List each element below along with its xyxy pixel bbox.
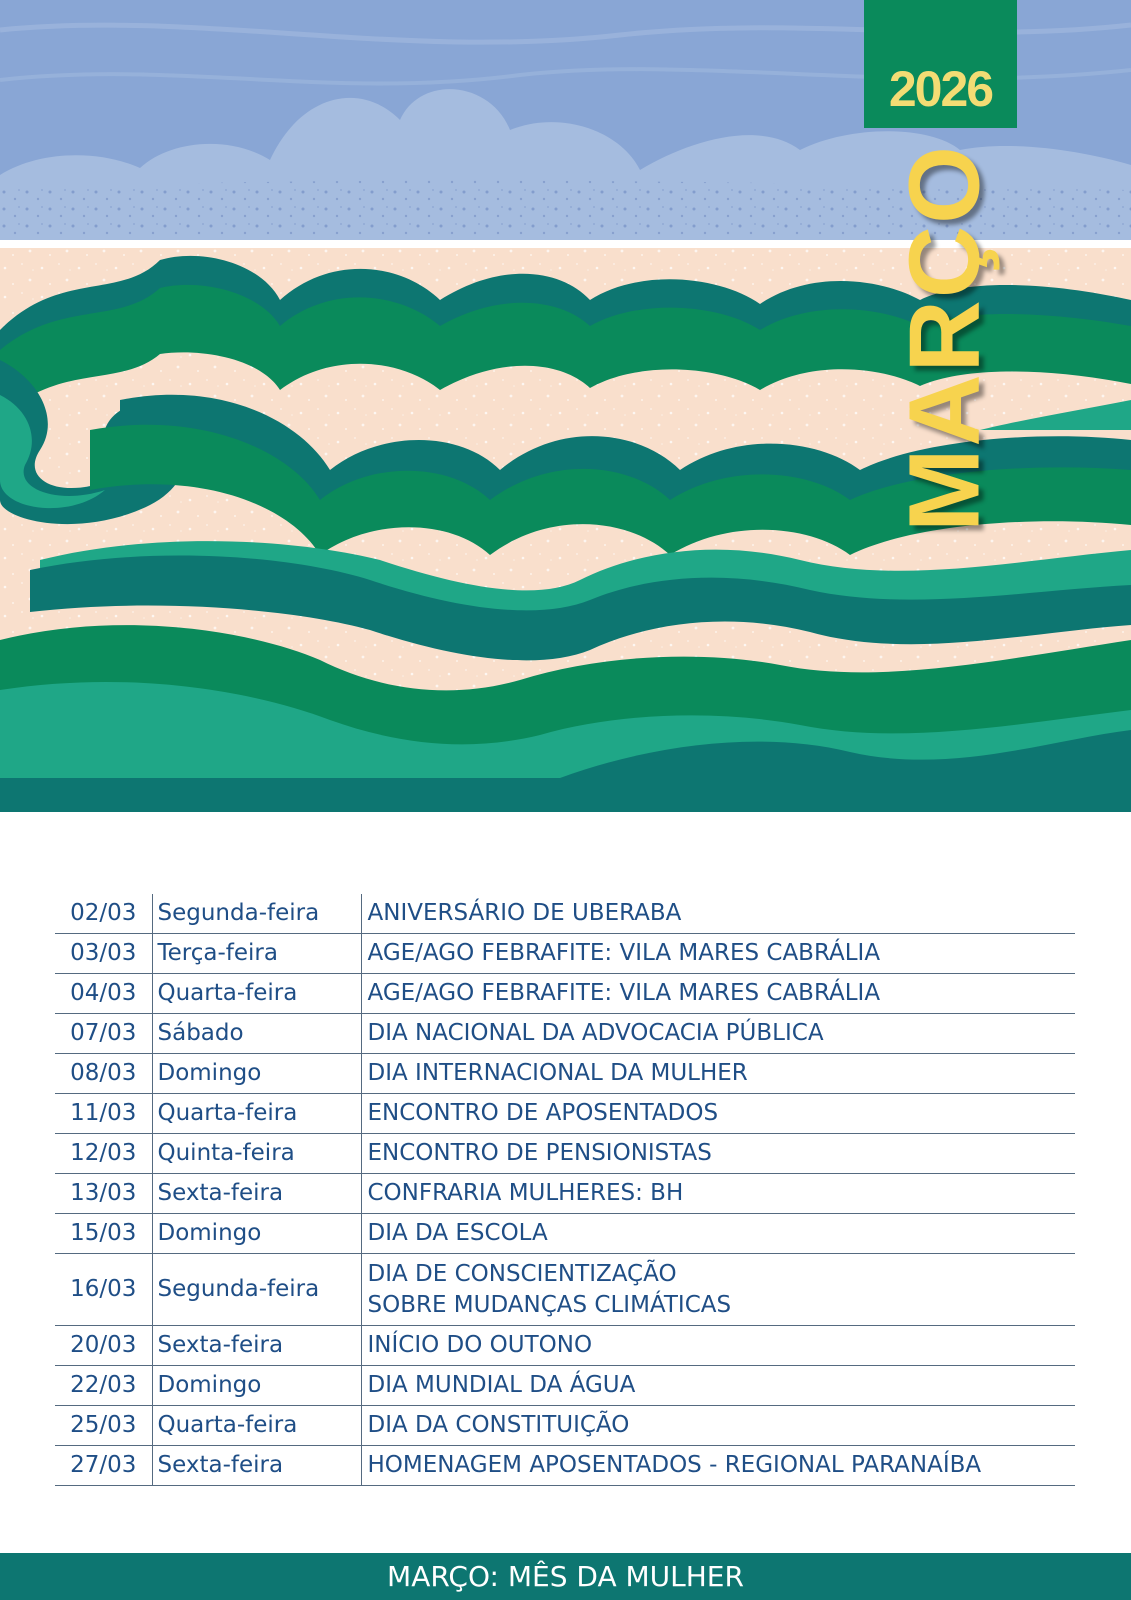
event-description (361, 1214, 1075, 1254)
event-weekday: Segunda-feira (152, 1254, 361, 1326)
event-description (361, 1406, 1075, 1446)
table-row (55, 894, 1075, 934)
event-date: 22/03 (55, 1366, 152, 1406)
event-description (361, 1326, 1075, 1366)
event-description-line: ENCONTRO DE APOSENTADOS (367, 1100, 719, 1126)
event-date: 27/03 (55, 1446, 152, 1486)
event-weekday: Domingo (152, 1366, 361, 1406)
year-label: 2026 (864, 0, 1017, 128)
event-weekday: Sábado (152, 1014, 361, 1054)
event-description-line: AGE/AGO FEBRAFITE: VILA MARES CABRÁLIA (367, 980, 881, 1006)
table-row (55, 1134, 1075, 1174)
event-weekday: Segunda-feira (152, 894, 361, 934)
hero-bottom-band (0, 778, 1131, 812)
event-description-line: DIA DE CONSCIENTIZAÇÃO (367, 1260, 677, 1287)
event-description-line: ANIVERSÁRIO DE UBERABA (367, 900, 682, 926)
event-weekday: Quinta-feira (152, 1134, 361, 1174)
event-date: 11/03 (55, 1094, 152, 1134)
event-description (361, 894, 1075, 934)
table-row (55, 1446, 1075, 1486)
event-description (361, 1094, 1075, 1134)
table-row (55, 1406, 1075, 1446)
table-row (55, 1174, 1075, 1214)
event-description (361, 1254, 1075, 1326)
event-description (361, 1054, 1075, 1094)
event-date: 16/03 (55, 1254, 152, 1326)
event-description-line: ENCONTRO DE PENSIONISTAS (367, 1140, 712, 1166)
event-description (361, 1366, 1075, 1406)
event-description-line: DIA DA CONSTITUIÇÃO (367, 1412, 630, 1438)
event-description (361, 934, 1075, 974)
event-description-line: DIA NACIONAL DA ADVOCACIA PÚBLICA (367, 1020, 824, 1046)
event-date: 02/03 (55, 894, 152, 934)
table-row (55, 1214, 1075, 1254)
events-table-body (55, 894, 1075, 1486)
event-description-line: DIA INTERNACIONAL DA MULHER (367, 1060, 748, 1086)
event-date: 04/03 (55, 974, 152, 1014)
event-weekday: Quarta-feira (152, 1094, 361, 1134)
event-weekday: Domingo (152, 1214, 361, 1254)
event-description (361, 1134, 1075, 1174)
table-row (55, 1254, 1075, 1326)
table-row (55, 1054, 1075, 1094)
events-table (55, 894, 1075, 1486)
table-row (55, 1366, 1075, 1406)
footer-text: MARÇO: MÊS DA MULHER (387, 1560, 744, 1593)
event-description-line: DIA MUNDIAL DA ÁGUA (367, 1372, 636, 1398)
event-weekday: Quarta-feira (152, 974, 361, 1014)
event-description (361, 974, 1075, 1014)
event-date: 20/03 (55, 1326, 152, 1366)
event-description (361, 1014, 1075, 1054)
table-row (55, 974, 1075, 1014)
event-date: 12/03 (55, 1134, 152, 1174)
event-date: 15/03 (55, 1214, 152, 1254)
event-weekday: Domingo (152, 1054, 361, 1094)
event-description-line: CONFRARIA MULHERES: BH (367, 1180, 684, 1206)
event-description (361, 1446, 1075, 1486)
event-weekday: Quarta-feira (152, 1406, 361, 1446)
table-row (55, 1326, 1075, 1366)
event-description-line: INÍCIO DO OUTONO (367, 1332, 593, 1358)
event-description (361, 1174, 1075, 1214)
event-date: 13/03 (55, 1174, 152, 1214)
event-description-line: AGE/AGO FEBRAFITE: VILA MARES CABRÁLIA (367, 940, 881, 966)
footer-banner (0, 1553, 1131, 1600)
table-row (55, 934, 1075, 974)
event-weekday: Sexta-feira (152, 1326, 361, 1366)
table-row (55, 1014, 1075, 1054)
event-description-line: DIA DA ESCOLA (367, 1220, 548, 1246)
month-title: MARÇO (888, 144, 1001, 532)
event-date: 03/03 (55, 934, 152, 974)
event-weekday: Sexta-feira (152, 1174, 361, 1214)
table-row (55, 1094, 1075, 1134)
event-date: 08/03 (55, 1054, 152, 1094)
event-weekday: Sexta-feira (152, 1446, 361, 1486)
event-date: 07/03 (55, 1014, 152, 1054)
event-description-line: HOMENAGEM APOSENTADOS - REGIONAL PARANAÍBA (367, 1452, 982, 1478)
event-description-line: SOBRE MUDANÇAS CLIMÁTICAS (367, 1291, 732, 1318)
event-weekday: Terça-feira (152, 934, 361, 974)
event-date: 25/03 (55, 1406, 152, 1446)
